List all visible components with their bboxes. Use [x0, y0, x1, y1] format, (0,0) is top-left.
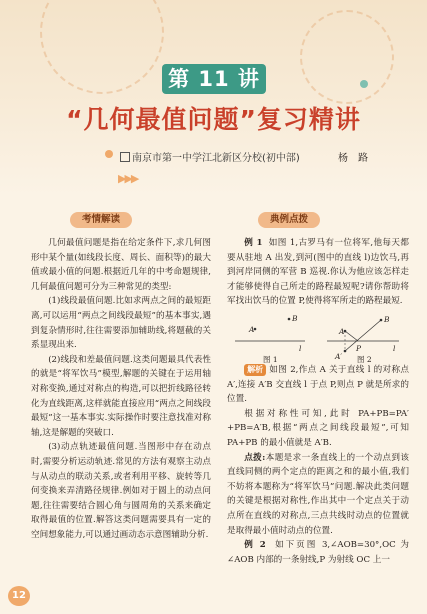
- example-1: 例 1 如图 1,古罗马有一位将军,他每天都要从驻地 A 出发,到河(图中的直线 l)边饮马,再到河岸同侧的军营 B 巡视.你认为他应该怎样走才能够使得自己所走的路程最短呢?请你帮助将军找出饮马的位置 P,使得将军所走的路程最短.: [227, 238, 409, 307]
- paragraph: (1)线段最值问题.比如求两点之间的最短距离,可以运用“两点之间线段最短”的基本事实,遇到复杂情形时,往往需要添加辅助线,将题截的关系显现出来.: [31, 296, 211, 351]
- paragraph: (2)线段和差最值问题.这类问题最具代表性的就是“将军饮马”模型,解题的关键在于运用轴对称变换,通过对称点的构造,可以把折线路径转化为直线距离,这样就能直接应用“两点之间线段最短”这一基本事实.实际操作时要注意找准对称轴,这是解题的突破口.: [31, 354, 211, 438]
- decorative-dot: [105, 150, 113, 158]
- figures: [227, 311, 409, 363]
- page-title: “几何最值问题”复习精讲: [66, 105, 361, 134]
- author-affiliation: 南京市第一中学江北新区分校(初中部): [120, 149, 300, 164]
- author-name: 杨 路: [338, 153, 368, 164]
- figure-2-caption: 图 2: [357, 354, 372, 364]
- lecture-number-badge: 第 11 讲: [162, 64, 266, 94]
- line-label-l: l: [393, 343, 396, 353]
- page-number: 12: [8, 586, 30, 606]
- section-tab-examples: 典例点拨: [258, 212, 320, 228]
- checkbox-icon: [120, 152, 130, 162]
- section-tab-analysis: 考情解读: [70, 212, 132, 228]
- point-label-B: B: [384, 314, 390, 324]
- comment: 点拨:本题是求一条直线上的一个动点到该直线同侧的两个定点的距离之和的最小值,我们不妨将本题称为“将军饮马”问题.解决此类问题的关键是根据对称性,作出其中一个定点关于动点所在直线的对称点,三点共线时动点的位置就是取得最小值时动点的位置.: [227, 452, 409, 536]
- right-column: [227, 236, 409, 567]
- triple-arrow-icon: ▶▶▶: [118, 172, 138, 185]
- paragraph: 几何最值问题是指在给定条件下,求几何图形中某个量(如线段长度、周长、面积等)的最大值或最小值的问题.根据近几年的中考命题规律,几何最值问题可分为三种常见的类型:: [31, 238, 211, 292]
- example-2: 例 2 如下页图 3,∠AOB=30°,OC 为∠AOB 内部的一条射线,P 为射线 OC 上一: [227, 540, 409, 565]
- point-label-A: A: [339, 326, 345, 336]
- point-label-P: P: [356, 343, 362, 353]
- line-label-l: l: [299, 343, 302, 353]
- solution: 解析 如图 2,作点 A 关于直线 l 的对称点 A′,连接 A′B 交直线 l 于点 P,则点 P 就是所求的位置.: [227, 364, 409, 405]
- example-label: 例 2: [244, 540, 266, 551]
- decorative-circle: [300, 10, 394, 104]
- solution-badge: 解析: [244, 364, 266, 376]
- paragraph: (3)动点轨迹最值问题.当图形中存在动点时,需要分析运动轨迹.常见的方法有观察主动点与从动点的联动关系,或者利用平移、旋转等几何变换来弄清路径规律.例如对于圆上的动点问题,往往需要结合圆心角与圆周角的关系来确定取得最值的位置.解答这类问题需要具有一定的空间想象能力,可以通过画动态示意图辅助分析.: [31, 442, 211, 540]
- example-label: 例 1: [244, 238, 263, 248]
- proof: 根据对称性可知,此时 PA+PB=PA′+PB=A′B,根据“两点之间线段最短”,可知 PA+PB 的最小值就是 A′B.: [227, 408, 409, 448]
- left-column: [31, 236, 211, 542]
- comment-label: 点拨: [244, 452, 263, 463]
- point-label-A: A: [249, 324, 255, 334]
- figure-1-caption: 图 1: [263, 354, 278, 364]
- decorative-dot: [360, 80, 368, 88]
- point-label-B: B: [292, 313, 298, 323]
- point-label-A-prime: A′: [335, 351, 343, 361]
